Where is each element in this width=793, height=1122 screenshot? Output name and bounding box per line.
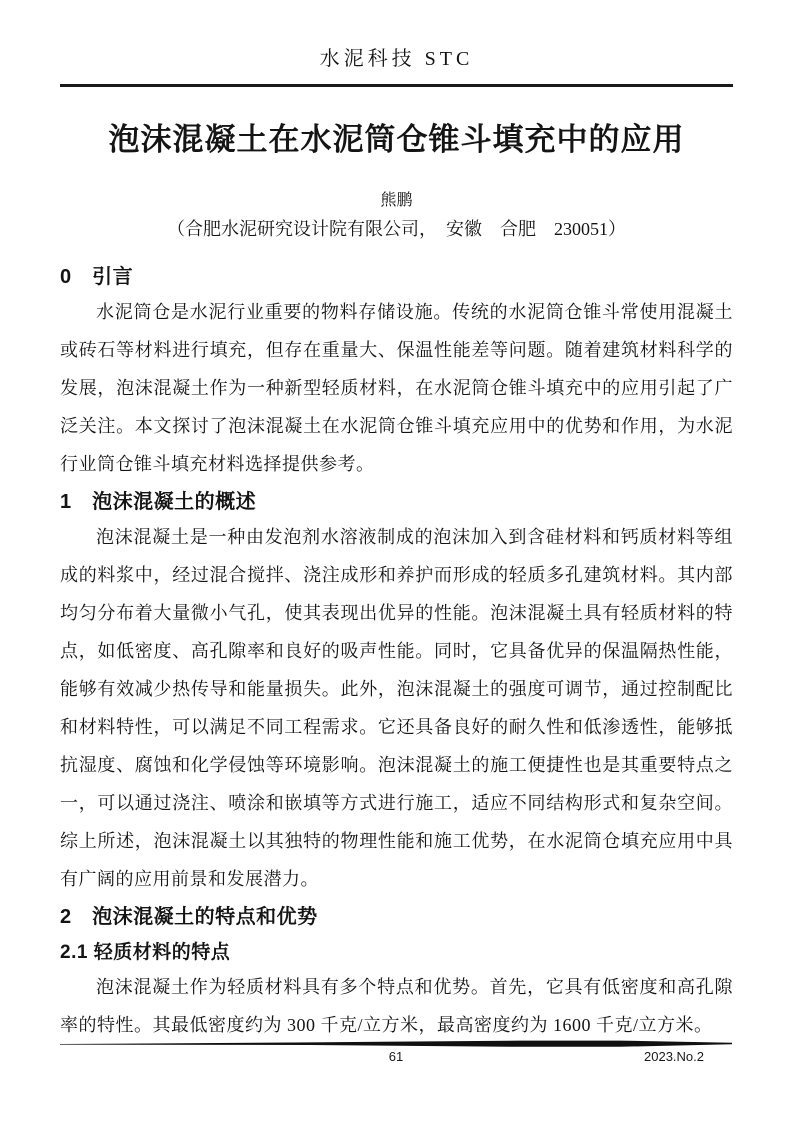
- subsection-heading-2-1-lightweight: 2.1 轻质材料的特点: [60, 942, 231, 963]
- page-footer: [60, 1040, 732, 1069]
- paragraph-overview: 泡沫混凝土是一种由发泡剂水溶液制成的泡沫加入到含硅材料和钙质材料等组成的料浆中，经过混合搅拌、浇注成形和养护而形成的轻质多孔建筑材料。其内部均匀分布着大量微小气孔，使其表现出优异的性能。泡沫混凝土具有轻质材料的特点，如低密度、高孔隙率和良好的吸声性能。同时，它具备优异的保温隔热性能，能够有效减少热传导和能量损失。此外，泡沫混凝土的强度可调节，通过控制配比和材料特性，可以满足不同工程需求。它还具备良好的耐久性和低渗透性，能够抵抗湿度、腐蚀和化学侵蚀等环境影响。泡沫混凝土的施工便捷性也是其重要特点之一，可以通过浇注、喷涂和嵌填等方式进行施工，适应不同结构形式和复杂空间。综上所述，泡沫混凝土以其独特的物理性能和施工优势，在水泥筒仓填充应用中具有广阔的应用前景和发展潜力。: [60, 527, 733, 889]
- article-title: 泡沫混凝土在水泥筒仓锥斗填充中的应用: [108, 122, 685, 157]
- section-heading-2-features: 2 泡沫混凝土的特点和优势: [60, 906, 318, 928]
- issue-label: 2023.No.2: [644, 1049, 704, 1064]
- section-heading-0-intro: 0 引言: [60, 266, 134, 288]
- paragraph-intro: 水泥筒仓是水泥行业重要的物料存储设施。传统的水泥筒仓锥斗常使用混凝土或砖石等材料进行填充，但存在重量大、保温性能差等问题。随着建筑材料科学的发展，泡沫混凝土作为一种新型轻质材料，在水泥筒仓锥斗填充中的应用引起了广泛关注。本文探讨了泡沫混凝土在水泥筒仓锥斗填充应用中的优势和作用，为水泥行业筒仓锥斗填充材料选择提供参考。: [60, 302, 733, 474]
- header-rule: [60, 84, 733, 87]
- journal-title: 水泥科技 STC: [319, 48, 474, 70]
- page-number: 61: [388, 1049, 404, 1064]
- article-affiliation: （合肥水泥研究设计院有限公司， 安徽 合肥 230051）: [167, 219, 626, 239]
- footer-tapered-rule: [60, 1040, 732, 1048]
- paragraph-lightweight: 泡沫混凝土作为轻质材料具有多个特点和优势。首先，它具有低密度和高孔隙率的特性。其最低密度约为 300 千克/立方米，最高密度约为 1600 千克/立方米。: [60, 977, 733, 1035]
- section-heading-1-overview: 1 泡沫混凝土的概述: [60, 491, 257, 513]
- footer-text-row: [60, 1049, 732, 1069]
- article-author: 熊鹏: [380, 192, 413, 209]
- page-header: [60, 46, 733, 87]
